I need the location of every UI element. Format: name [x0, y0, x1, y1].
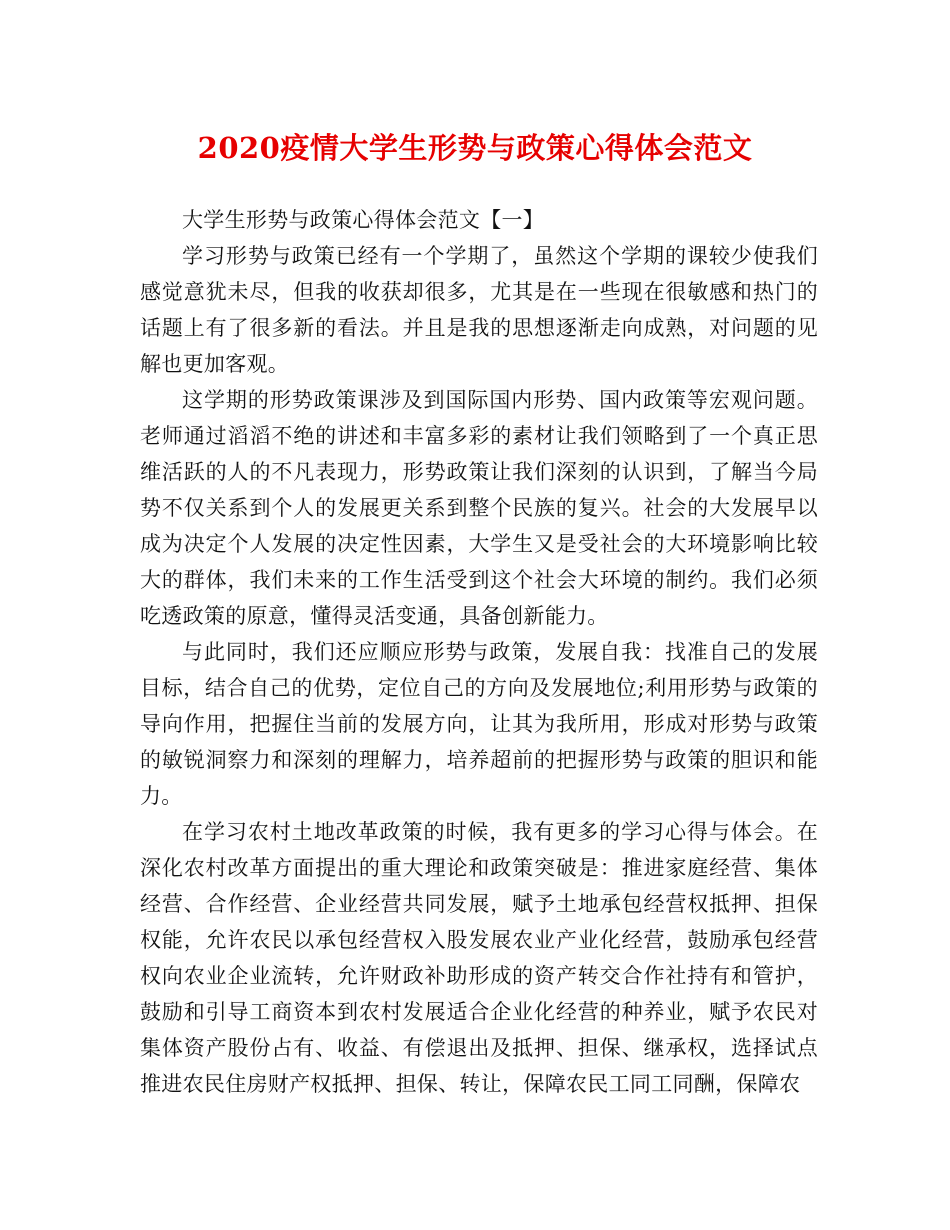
paragraph-1: 学习形势与政策已经有一个学期了，虽然这个学期的课较少使我们感觉意犹未尽，但我的收获却很多，尤其是在一些现在很敏感和热门的话题上有了很多新的看法。并且是我的思想逐渐走向成熟，对问题的见解也更加客观。: [140, 244, 818, 376]
paragraph-3: 与此同时，我们还应顺应形势与政策，发展自我：找准自己的发展目标，结合自己的优势，定位自己的方向及发展地位;利用形势与政策的导向作用，把握住当前的发展方向，让其为我所用，形成对形势与政策的敏锐洞察力和深刻的理解力，培养超前的把握形势与政策的胆识和能力。: [140, 640, 818, 808]
paragraph-4: 在学习农村土地改革政策的时候，我有更多的学习心得与体会。在深化农村改革方面提出的重大理论和政策突破是：推进家庭经营、集体经营、合作经营、企业经营共同发展，赋予土地承包经营权抵押、担保权能，允许农民以承包经营权入股发展农业产业化经营，鼓励承包经营权向农业企业流转，允许财政补助形成的资产转交合作社持有和管护，鼓励和引导工商资本到农村发展适合企业化经营的种养业，赋予农民对集体资产股份占有、收益、有偿退出及抵押、担保、继承权，选择试点推进农民住房财产权抵押、担保、转让，保障农民工同工同酬，保障农: [140, 820, 818, 1096]
document-body: [140, 202, 818, 1102]
section-heading: 大学生形势与政策心得体会范文【一】: [182, 208, 545, 232]
document-title: 2020疫情大学生形势与政策心得体会范文: [197, 131, 753, 165]
paragraph-2: 这学期的形势政策课涉及到国际国内形势、国内政策等宏观问题。老师通过滔滔不绝的讲述和丰富多彩的素材让我们领略到了一个真正思维活跃的人的不凡表现力，形势政策让我们深刻的认识到，了解当今局势不仅关系到个人的发展更关系到整个民族的复兴。社会的大发展早以成为决定个人发展的决定性因素，大学生又是受社会的大环境影响比较大的群体，我们未来的工作生活受到这个社会大环境的制约。我们必须吃透政策的原意，懂得灵活变通，具备创新能力。: [140, 388, 818, 628]
